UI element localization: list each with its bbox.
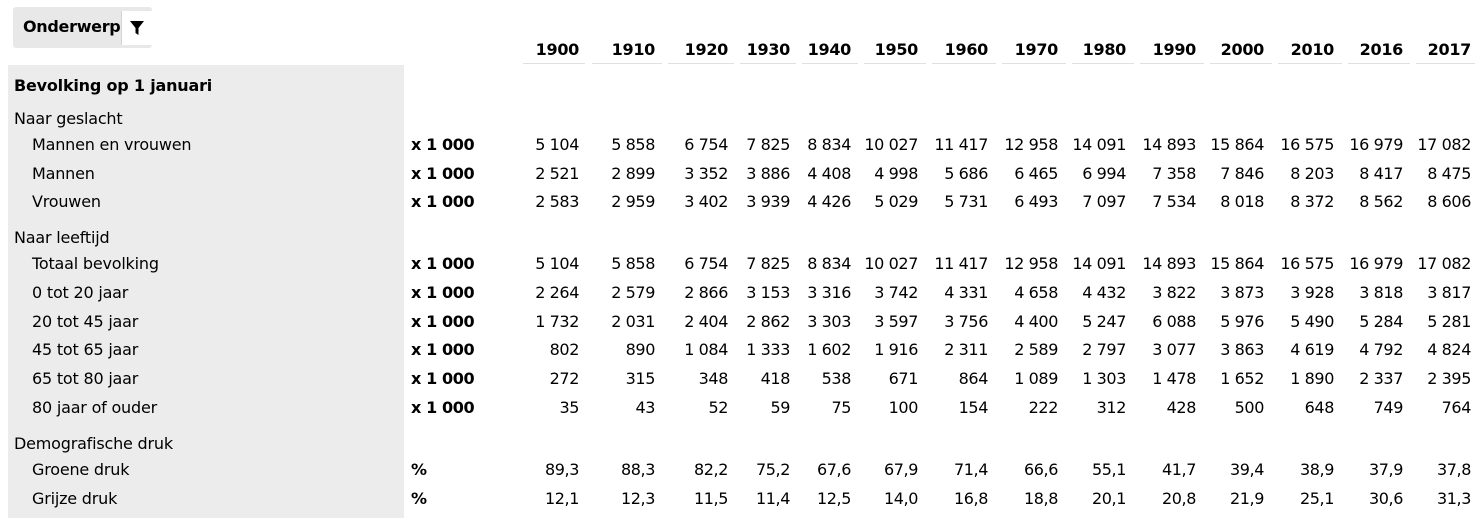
table-cell: 15 864: [1210, 135, 1264, 154]
table-cell: 6 754: [684, 254, 728, 273]
table-cell: 5 104: [535, 254, 579, 273]
section-heading: [0, 76, 1477, 100]
table-cell: 12,5: [816, 489, 851, 508]
year-header-1960: 1960: [944, 40, 988, 59]
table-cell: 14,0: [883, 489, 918, 508]
table-cell: 890: [625, 340, 655, 359]
table-cell: 5 686: [944, 164, 988, 183]
table-cell: 4 408: [807, 164, 851, 183]
table-cell: 2 337: [1359, 369, 1403, 388]
table-cell: 6 088: [1152, 312, 1196, 331]
table-cell: 4 426: [807, 192, 851, 211]
table-cell: 66,6: [1023, 460, 1058, 479]
table-cell: 16 575: [1280, 135, 1334, 154]
table-cell: 312: [1096, 398, 1126, 417]
table-cell: 2 797: [1082, 340, 1126, 359]
table-cell: 59: [770, 398, 790, 417]
table-cell: 11,4: [755, 489, 790, 508]
table-row: [0, 460, 1477, 484]
table-cell: 1 890: [1290, 369, 1334, 388]
year-header-underline: [802, 63, 858, 64]
table-cell: 3 928: [1290, 283, 1334, 302]
table-cell: 8 475: [1427, 164, 1471, 183]
table-cell: 38,9: [1299, 460, 1334, 479]
table-cell: 39,4: [1229, 460, 1264, 479]
year-header-underline: [668, 63, 734, 64]
table-cell: 75: [831, 398, 851, 417]
table-row: [0, 489, 1477, 513]
year-header-1910: 1910: [611, 40, 655, 59]
table-cell: 7 358: [1152, 164, 1196, 183]
row-label: 0 tot 20 jaar: [32, 283, 129, 302]
table-cell: 1 333: [746, 340, 790, 359]
year-header-underline: [932, 63, 996, 64]
table-cell: 16 575: [1280, 254, 1334, 273]
table-cell: 20,1: [1091, 489, 1126, 508]
table-cell: 764: [1441, 398, 1471, 417]
row-label: 45 tot 65 jaar: [32, 340, 139, 359]
row-label: Totaal bevolking: [32, 254, 159, 273]
row-label: Vrouwen: [32, 192, 101, 211]
table-cell: 5 858: [611, 135, 655, 154]
table-cell: 2 583: [535, 192, 579, 211]
table-cell: 8 606: [1427, 192, 1471, 211]
table-cell: 3 742: [874, 283, 918, 302]
table-cell: 749: [1373, 398, 1403, 417]
row-unit: x 1 000: [411, 340, 475, 359]
row-label: Naar leeftijd: [14, 228, 110, 247]
table-cell: 1 732: [535, 312, 579, 331]
row-unit: x 1 000: [411, 283, 475, 302]
row-label: Demografische druk: [14, 434, 173, 453]
table-cell: 2 264: [535, 283, 579, 302]
table-cell: 71,4: [953, 460, 988, 479]
table-cell: 17 082: [1417, 254, 1471, 273]
table-cell: 37,8: [1436, 460, 1471, 479]
table-cell: 8 834: [807, 254, 851, 273]
table-cell: 31,3: [1436, 489, 1471, 508]
table-row: [0, 312, 1477, 336]
table-cell: 3 818: [1359, 283, 1403, 302]
table-cell: 3 597: [874, 312, 918, 331]
table-row: [0, 164, 1477, 188]
table-cell: 10 027: [864, 135, 918, 154]
table-cell: 88,3: [620, 460, 655, 479]
table-cell: 3 817: [1427, 283, 1471, 302]
table-cell: 648: [1304, 398, 1334, 417]
table-cell: 6 754: [684, 135, 728, 154]
year-header-2016: 2016: [1359, 40, 1403, 59]
year-header-underline: [1002, 63, 1066, 64]
table-cell: 8 417: [1359, 164, 1403, 183]
table-cell: 14 091: [1072, 135, 1126, 154]
table-cell: 4 331: [944, 283, 988, 302]
table-cell: 671: [888, 369, 918, 388]
filter-button[interactable]: [121, 11, 152, 45]
table-cell: 37,9: [1368, 460, 1403, 479]
table-cell: 3 077: [1152, 340, 1196, 359]
table-cell: 100: [888, 398, 918, 417]
table-cell: 2 899: [611, 164, 655, 183]
table-cell: 6 994: [1082, 164, 1126, 183]
table-cell: 12,3: [620, 489, 655, 508]
table-cell: 5 104: [535, 135, 579, 154]
table-cell: 35: [559, 398, 579, 417]
table-cell: 154: [958, 398, 988, 417]
row-unit: x 1 000: [411, 164, 475, 183]
table-cell: 222: [1028, 398, 1058, 417]
year-header-2017: 2017: [1427, 40, 1471, 59]
table-cell: 348: [698, 369, 728, 388]
table-cell: 1 916: [874, 340, 918, 359]
table-cell: 3 352: [684, 164, 728, 183]
row-unit: x 1 000: [411, 254, 475, 273]
table-cell: 1 089: [1014, 369, 1058, 388]
table-cell: 89,3: [544, 460, 579, 479]
table-cell: 7 097: [1082, 192, 1126, 211]
table-cell: 11 417: [934, 135, 988, 154]
table-cell: 1 478: [1152, 369, 1196, 388]
table-cell: 11 417: [934, 254, 988, 273]
table-cell: 2 031: [611, 312, 655, 331]
row-label: Bevolking op 1 januari: [14, 76, 213, 95]
table-cell: 3 153: [746, 283, 790, 302]
table-cell: 5 247: [1082, 312, 1126, 331]
table-cell: 10 027: [864, 254, 918, 273]
table-cell: 21,9: [1229, 489, 1264, 508]
table-cell: 14 893: [1142, 254, 1196, 273]
row-label: 80 jaar of ouder: [32, 398, 157, 417]
year-header-underline: [1348, 63, 1410, 64]
table-cell: 67,9: [883, 460, 918, 479]
table-cell: 8 372: [1290, 192, 1334, 211]
table-cell: 20,8: [1161, 489, 1196, 508]
table-cell: 6 465: [1014, 164, 1058, 183]
row-label: Groene druk: [32, 460, 130, 479]
table-cell: 4 658: [1014, 283, 1058, 302]
table-cell: 2 521: [535, 164, 579, 183]
table-cell: 8 203: [1290, 164, 1334, 183]
table-cell: 1 303: [1082, 369, 1126, 388]
row-unit: %: [411, 489, 427, 508]
table-cell: 16,8: [953, 489, 988, 508]
table-cell: 8 562: [1359, 192, 1403, 211]
table-cell: 12 958: [1004, 135, 1058, 154]
year-header-underline: [1416, 63, 1475, 64]
table-row: [0, 369, 1477, 393]
table-cell: 2 404: [684, 312, 728, 331]
table-cell: 25,1: [1299, 489, 1334, 508]
row-label: Grijze druk: [32, 489, 118, 508]
table-cell: 3 863: [1220, 340, 1264, 359]
row-unit: x 1 000: [411, 398, 475, 417]
table-row: [0, 192, 1477, 216]
table-cell: 5 490: [1290, 312, 1334, 331]
table-cell: 3 873: [1220, 283, 1264, 302]
table-cell: 538: [821, 369, 851, 388]
table-cell: 7 534: [1152, 192, 1196, 211]
year-header-2010: 2010: [1290, 40, 1334, 59]
table-cell: 1 602: [807, 340, 851, 359]
year-header-1950: 1950: [874, 40, 918, 59]
table-cell: 16 979: [1349, 254, 1403, 273]
table-cell: 41,7: [1161, 460, 1196, 479]
table-cell: 8 018: [1220, 192, 1264, 211]
table-row: [0, 398, 1477, 422]
table-cell: 5 976: [1220, 312, 1264, 331]
row-label: Naar geslacht: [14, 109, 123, 128]
row-unit: x 1 000: [411, 312, 475, 331]
table-row: [0, 340, 1477, 364]
year-header-underline: [1210, 63, 1272, 64]
table-cell: 14 893: [1142, 135, 1196, 154]
year-header-underline: [740, 63, 796, 64]
table-cell: 5 858: [611, 254, 655, 273]
table-cell: 5 029: [874, 192, 918, 211]
table-cell: 5 731: [944, 192, 988, 211]
table-cell: 67,6: [816, 460, 851, 479]
year-header-underline: [592, 63, 662, 64]
table-cell: 15 864: [1210, 254, 1264, 273]
table-cell: 4 400: [1014, 312, 1058, 331]
year-header-1900: 1900: [535, 40, 579, 59]
table-row: [0, 254, 1477, 278]
group-heading: [0, 228, 1477, 252]
table-row: [0, 135, 1477, 159]
year-header-1930: 1930: [746, 40, 790, 59]
year-header-1990: 1990: [1152, 40, 1196, 59]
table-cell: 52: [708, 398, 728, 417]
table-cell: 11,5: [693, 489, 728, 508]
table-cell: 82,2: [693, 460, 728, 479]
table-cell: 272: [549, 369, 579, 388]
table-cell: 6 493: [1014, 192, 1058, 211]
table-cell: 4 998: [874, 164, 918, 183]
table-cell: 14 091: [1072, 254, 1126, 273]
year-header-underline: [1072, 63, 1134, 64]
table-cell: 8 834: [807, 135, 851, 154]
filter-icon: [129, 19, 145, 37]
table-cell: 428: [1166, 398, 1196, 417]
table-cell: 4 824: [1427, 340, 1471, 359]
table-cell: 3 886: [746, 164, 790, 183]
table-cell: 3 756: [944, 312, 988, 331]
table-cell: 1 652: [1220, 369, 1264, 388]
table-cell: 1 084: [684, 340, 728, 359]
table-cell: 4 619: [1290, 340, 1334, 359]
table-cell: 418: [760, 369, 790, 388]
table-cell: 3 939: [746, 192, 790, 211]
table-cell: 2 311: [944, 340, 988, 359]
year-header-underline: [1140, 63, 1204, 64]
table-cell: 7 846: [1220, 164, 1264, 183]
onderwerp-filter[interactable]: [13, 7, 152, 48]
table-cell: 12,1: [544, 489, 579, 508]
table-cell: 3 402: [684, 192, 728, 211]
row-label: Mannen en vrouwen: [32, 135, 192, 154]
year-header-1940: 1940: [807, 40, 851, 59]
year-header-1980: 1980: [1082, 40, 1126, 59]
table-cell: 2 589: [1014, 340, 1058, 359]
row-unit: x 1 000: [411, 369, 475, 388]
row-unit: %: [411, 460, 427, 479]
table-cell: 4 432: [1082, 283, 1126, 302]
year-header-underline: [864, 63, 926, 64]
year-header-underline: [523, 63, 585, 64]
table-cell: 55,1: [1091, 460, 1126, 479]
table-cell: 30,6: [1368, 489, 1403, 508]
table-cell: 3 822: [1152, 283, 1196, 302]
table-cell: 7 825: [746, 135, 790, 154]
year-header-1920: 1920: [684, 40, 728, 59]
table-cell: 16 979: [1349, 135, 1403, 154]
table-cell: 3 303: [807, 312, 851, 331]
table-cell: 17 082: [1417, 135, 1471, 154]
table-cell: 2 395: [1427, 369, 1471, 388]
year-header-1970: 1970: [1014, 40, 1058, 59]
row-label: 65 tot 80 jaar: [32, 369, 139, 388]
group-heading: [0, 434, 1477, 458]
group-heading: [0, 109, 1477, 133]
row-unit: x 1 000: [411, 192, 475, 211]
table-cell: 12 958: [1004, 254, 1058, 273]
table-cell: 18,8: [1023, 489, 1058, 508]
row-label: Mannen: [32, 164, 95, 183]
table-cell: 3 316: [807, 283, 851, 302]
table-cell: 2 579: [611, 283, 655, 302]
year-header-2000: 2000: [1220, 40, 1264, 59]
table-cell: 802: [549, 340, 579, 359]
table-cell: 2 959: [611, 192, 655, 211]
table-cell: 500: [1234, 398, 1264, 417]
table-cell: 2 862: [746, 312, 790, 331]
table-cell: 5 284: [1359, 312, 1403, 331]
table-row: [0, 283, 1477, 307]
table-cell: 4 792: [1359, 340, 1403, 359]
table-cell: 7 825: [746, 254, 790, 273]
row-label: 20 tot 45 jaar: [32, 312, 139, 331]
table-cell: 43: [635, 398, 655, 417]
table-cell: 2 866: [684, 283, 728, 302]
row-unit: x 1 000: [411, 135, 475, 154]
table-cell: 75,2: [755, 460, 790, 479]
onderwerp-label: Onderwerp: [23, 17, 121, 36]
table-cell: 315: [625, 369, 655, 388]
year-header-underline: [1278, 63, 1342, 64]
table-cell: 5 281: [1427, 312, 1471, 331]
table-cell: 864: [958, 369, 988, 388]
